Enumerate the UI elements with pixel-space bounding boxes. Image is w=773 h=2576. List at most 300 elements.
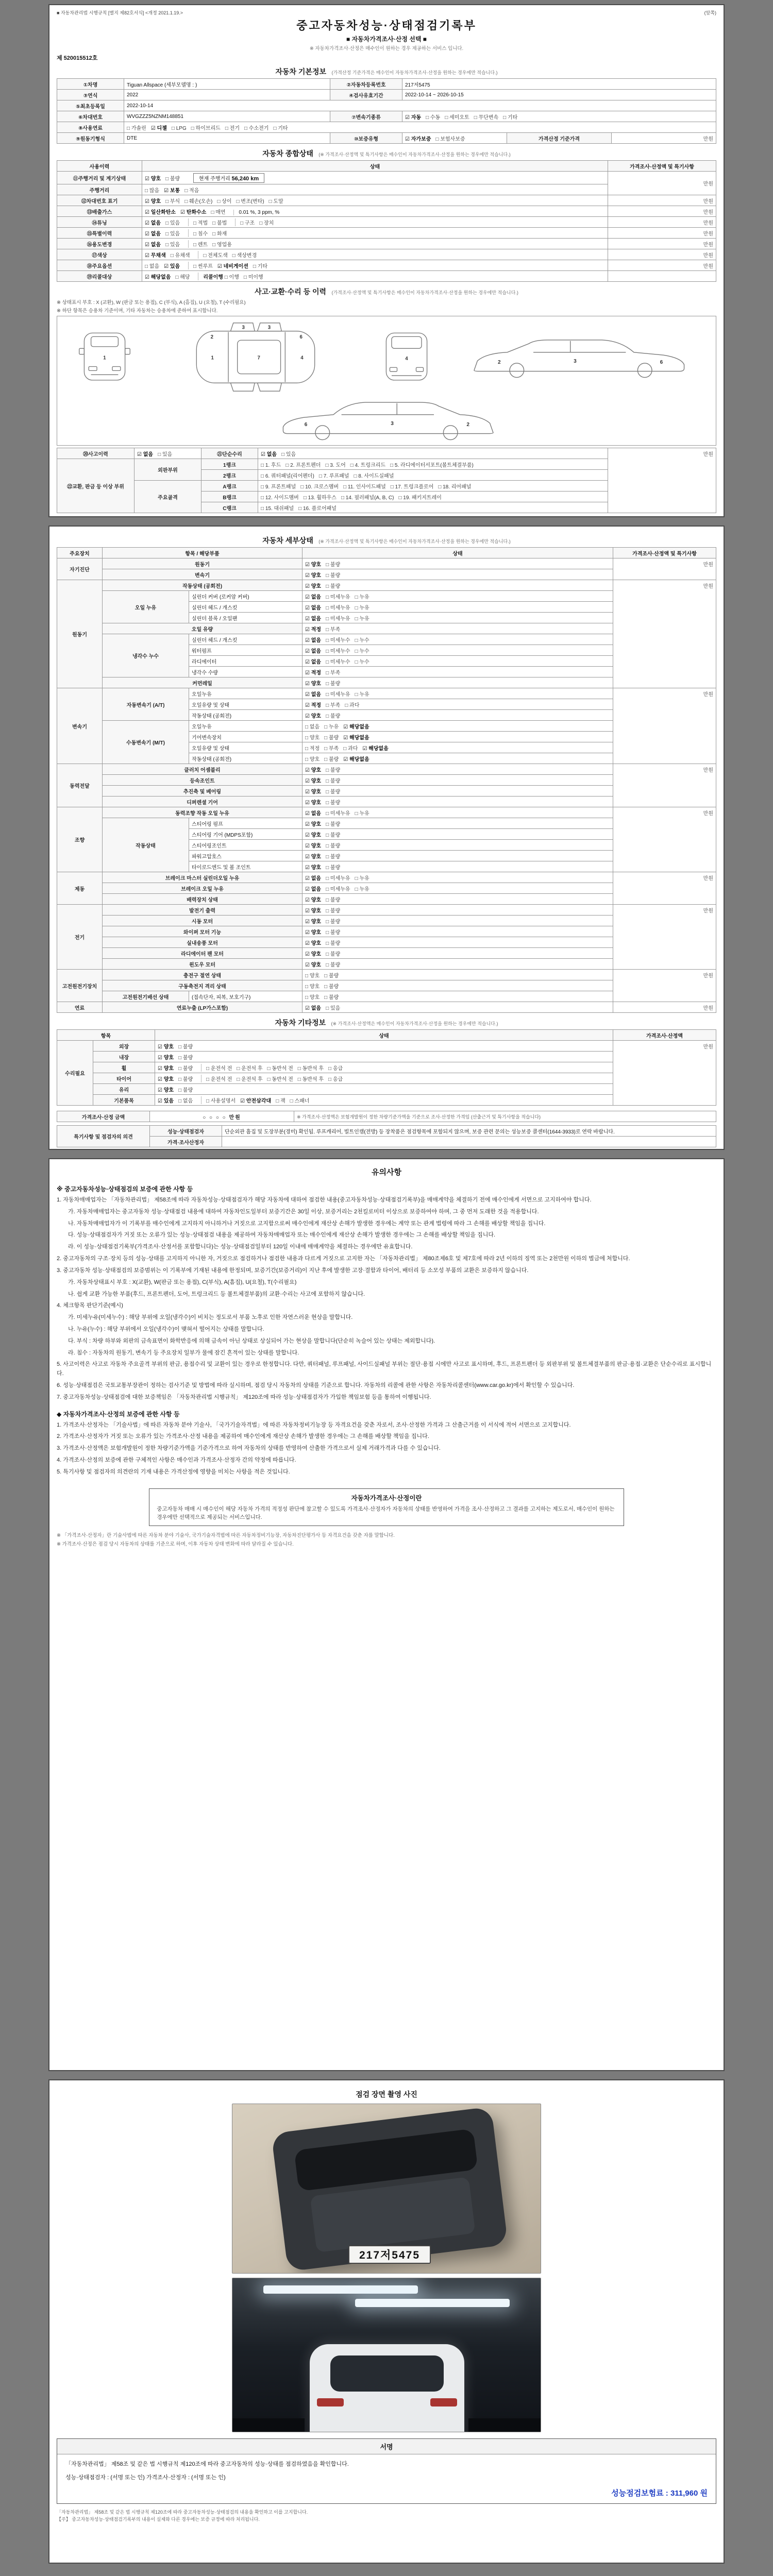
checkbox-unchecked[interactable]: □ 동반석 전 <box>267 1065 293 1072</box>
checkbox-checked[interactable]: ☑ 양호 <box>305 681 322 687</box>
checkbox-unchecked[interactable]: □ 불량 <box>326 940 341 946</box>
checkbox-unchecked[interactable]: □ 누수 <box>355 648 369 654</box>
checkbox-unchecked[interactable]: □ 양호 <box>305 735 320 741</box>
checkbox-checked[interactable]: ☑ 양호 <box>145 176 161 182</box>
signature-confirm-text: 「자동차관리법」 제58조 및 같은 법 시행규칙 제120조에 따라 중고자동차의 성능·상태를 점검하였음을 확인합니다. <box>65 2461 349 2467</box>
checkbox-checked[interactable]: ☑ 없음 <box>305 594 322 600</box>
checkbox-unchecked[interactable]: □ 적음 <box>184 188 199 194</box>
checkbox-unchecked[interactable]: □ 없음 <box>145 263 160 269</box>
device-group-label: 제동 <box>57 872 103 905</box>
checkbox-checked[interactable]: ☑ 없음 <box>305 810 322 817</box>
state-options <box>303 634 613 645</box>
item-label: 브레이크 오일 누유 <box>103 883 303 894</box>
row-state <box>142 172 608 184</box>
checkbox-unchecked[interactable]: □ 동반석 후 <box>297 1065 324 1072</box>
checkbox-checked[interactable]: ☑ 없음 <box>305 637 322 643</box>
checkbox-checked[interactable]: ☑ 해당없음 <box>343 756 369 762</box>
checkbox-checked[interactable]: ☑ 없음 <box>305 616 322 622</box>
checkbox-unchecked[interactable]: □ 12. 사이드멤버 <box>261 495 299 501</box>
state-options <box>303 786 613 796</box>
checkbox-unchecked[interactable]: □ 부족 <box>324 745 339 752</box>
checkbox-checked[interactable]: ☑ 양호 <box>158 1055 174 1061</box>
notice-line: 5. 사고이력은 사고로 자동차 주요골격 부위의 판금, 용접수리 및 교환이 있는 경우로 한정합니다. 다만, 쿼터패널, 루프패널, 사이드실패널 부위는 절단·용접 시에만 사고로 표시하며, 후드, 프론트펜더 등 외판부위 및 볼트체결부품의 판금·용접·교환은 단순수리로 표시합니다. <box>57 1361 712 1377</box>
checkbox-unchecked[interactable]: □ 불법 <box>212 220 227 226</box>
checkbox-unchecked[interactable]: □ 미세누유 <box>326 605 350 611</box>
checkbox-checked[interactable]: ☑ 자가보증 <box>405 136 431 142</box>
checkbox-checked[interactable]: ☑ 있음 <box>158 1098 174 1104</box>
subpart-label: 라디에이터 <box>189 656 303 667</box>
checkbox-unchecked[interactable]: □ 13. 휠하우스 <box>303 495 337 501</box>
checkbox-unchecked[interactable]: □ 있음 <box>165 220 180 226</box>
checkbox-unchecked[interactable]: □ 미세누유 <box>326 810 350 817</box>
table-row <box>57 217 716 228</box>
checkbox-unchecked[interactable]: □ 동반석 전 <box>267 1076 293 1082</box>
checkbox-unchecked[interactable]: □ 미세누유 <box>326 616 350 622</box>
checkbox-unchecked[interactable]: □ 불량 <box>326 929 341 936</box>
state-options <box>303 623 613 634</box>
group-price: 만원 <box>613 872 716 905</box>
svg-text:4: 4 <box>405 356 408 362</box>
checkbox-unchecked[interactable]: □ 운전석 후 <box>237 1065 263 1072</box>
col-use-history: 사용이력 <box>57 161 142 172</box>
checkbox-unchecked[interactable]: □ 부족 <box>326 702 341 708</box>
checkbox-unchecked[interactable]: □ 14. 필러패널(A, B, C) <box>341 495 394 501</box>
year-label: ③연식 <box>57 90 124 100</box>
checkbox-unchecked[interactable]: □ 양호 <box>305 984 320 990</box>
checkbox-checked[interactable]: ☑ 양호 <box>305 778 322 784</box>
checkbox-checked[interactable]: ☑ 양호 <box>305 897 322 903</box>
checkbox-unchecked[interactable]: □ 기타 <box>253 263 267 269</box>
checkbox-unchecked[interactable]: □ 양호 <box>305 973 320 979</box>
checkbox-unchecked[interactable]: □ 불량 <box>326 821 341 827</box>
row-price: 만원 <box>608 239 716 249</box>
checkbox-unchecked[interactable]: □ 가솔린 <box>127 125 146 131</box>
price-summary-table <box>57 1111 716 1122</box>
checkbox-unchecked[interactable]: □ 19. 패키지트레이 <box>398 495 442 501</box>
checkbox-unchecked[interactable]: □ 영업용 <box>212 242 232 248</box>
checkbox-unchecked[interactable]: □ 불량 <box>326 951 341 957</box>
section-subtitle: (※ 가격조사·산정액 및 특기사항은 매수인이 자동차가격조사·산정을 원하는 경우에만 적습니다.) <box>318 539 511 544</box>
checkbox-unchecked[interactable]: □ 누유 <box>355 605 369 611</box>
checkbox-unchecked[interactable]: □ 적정 <box>305 745 320 752</box>
checkbox-checked[interactable]: ☑ 없음 <box>261 451 277 457</box>
checkbox-checked[interactable]: ☑ 탄화수소 <box>180 209 207 215</box>
table-row <box>57 1041 716 1052</box>
checkbox-unchecked[interactable]: □ 적법 <box>193 220 208 226</box>
checkbox-unchecked[interactable]: □ 불량 <box>178 1087 193 1093</box>
checkbox-unchecked[interactable]: □ 누유 <box>355 810 369 817</box>
checkbox-unchecked[interactable]: □ 16. 플로어패널 <box>298 505 337 512</box>
group-price: 만원 <box>613 807 716 872</box>
checkbox-unchecked[interactable]: □ 잭 <box>276 1098 285 1104</box>
row-state <box>142 260 608 271</box>
checkbox-unchecked[interactable]: □ 부족 <box>326 626 341 633</box>
checkbox-checked[interactable]: ☑ 양호 <box>305 854 322 860</box>
checkbox-unchecked[interactable]: □ 수소전기 <box>244 125 269 131</box>
section-subtitle: (가격조사·산정액 및 특기사항은 매수인이 자동차가격조사·산정을 원하는 경우에만 적습니다.) <box>331 290 518 295</box>
ceiling-light <box>263 2285 418 2294</box>
checkbox-checked[interactable]: ☑ 해당없음 <box>343 724 369 730</box>
tail-light <box>317 2398 344 2406</box>
checkbox-checked[interactable]: ☑ 양호 <box>305 821 322 827</box>
checkbox-unchecked[interactable]: □ 전기 <box>225 125 240 131</box>
rank2-items <box>258 470 608 481</box>
checkbox-checked[interactable]: ☑ 양호 <box>305 562 322 568</box>
checkbox-checked[interactable]: ☑ 해당없음 <box>362 745 389 752</box>
checkbox-unchecked[interactable]: □ 해당 <box>175 274 190 280</box>
checkbox-checked[interactable]: ☑ 일산화탄소 <box>145 209 176 215</box>
checkbox-checked[interactable]: ☑ 양호 <box>305 908 322 914</box>
checkbox-unchecked[interactable]: □ 불량 <box>326 789 341 795</box>
row-label: ⑮특별이력 <box>57 228 142 239</box>
checkbox-unchecked[interactable]: □ 불량 <box>326 919 341 925</box>
checkbox-unchecked[interactable]: □ 8. 사이드실패널 <box>354 473 394 479</box>
checkbox-unchecked[interactable]: □ 있음 <box>281 451 296 457</box>
checkbox-checked[interactable]: ☑ 없음 <box>305 648 322 654</box>
checkbox-unchecked[interactable]: □ 있음 <box>165 242 180 248</box>
checkbox-unchecked[interactable]: □ 응급 <box>328 1076 343 1082</box>
checkbox-unchecked[interactable]: □ 사용설명서 <box>206 1098 236 1104</box>
svg-text:1: 1 <box>103 355 106 361</box>
checkbox-unchecked[interactable]: □ 미세누유 <box>326 691 350 698</box>
checkbox-checked[interactable]: ☑ 양호 <box>158 1087 174 1093</box>
rankB-label: B랭크 <box>201 492 258 502</box>
checkbox-checked[interactable]: ☑ 적정 <box>305 670 322 676</box>
checkbox-unchecked[interactable]: □ 기타 <box>503 114 518 121</box>
checkbox-unchecked[interactable]: □ 이행 <box>224 274 239 280</box>
checkbox-checked[interactable]: ☑ 없음 <box>305 886 322 892</box>
rankB-items <box>258 492 608 502</box>
checkbox-unchecked[interactable]: □ 부식 <box>165 198 180 205</box>
notice-line: 7. 중고자동차성능·상태점검에 대한 보증책임은 「자동차관리법 시행규칙」 제120조에 따라 성능·상태점검자가 가입한 책임보험 등을 통하여 이행됩니다. <box>57 1394 431 1400</box>
checkbox-checked[interactable]: ☑ 없음 <box>305 659 322 665</box>
checkbox-checked[interactable]: ☑ 양호 <box>305 919 322 925</box>
subpart-label: (접속단자, 피복, 보호기구) <box>189 991 303 1002</box>
checkbox-checked[interactable]: ☑ 양호 <box>158 1044 174 1050</box>
checkbox-checked[interactable]: ☑ 양호 <box>145 198 161 205</box>
checkbox-unchecked[interactable]: □ 운전석 전 <box>206 1076 232 1082</box>
checkbox-unchecked[interactable]: □ 양호 <box>305 994 320 1001</box>
notice-line: 5. 특기사항 및 점검자의 의견란의 기재 내용은 가격산정에 영향을 미치는 사항을 적은 것입니다. <box>57 1468 290 1475</box>
checkbox-checked[interactable]: ☑ 양호 <box>305 789 322 795</box>
checkbox-checked[interactable]: ☑ 네비게이션 <box>217 263 248 269</box>
state-options <box>303 732 613 742</box>
repair-needed-label: 수리필요 <box>57 1041 93 1106</box>
section-head-detail <box>57 535 716 546</box>
checkbox-unchecked[interactable]: □ 없음 <box>178 1098 193 1104</box>
checkbox-unchecked[interactable]: □ 누수 <box>355 659 369 665</box>
col-state: 상태 <box>142 161 608 172</box>
photos-title: 점검 장면 촬영 사진 <box>356 2090 417 2098</box>
checkbox-checked[interactable]: ☑ 양호 <box>158 1076 174 1082</box>
checkbox-unchecked[interactable]: □ 불량 <box>178 1076 193 1082</box>
checkbox-unchecked[interactable]: □ 불량 <box>326 897 341 903</box>
checkbox-unchecked[interactable]: □ 미세누유 <box>326 886 350 892</box>
checkbox-unchecked[interactable]: □ 5. 라디에이터서포트(볼트체결부품) <box>390 462 474 468</box>
checkbox-unchecked[interactable]: □ 15. 대쉬패널 <box>261 505 294 512</box>
checkbox-unchecked[interactable]: □ 양호 <box>305 756 320 762</box>
group-price: 만원 <box>613 1002 716 1013</box>
checkbox-unchecked[interactable]: □ 부족 <box>326 670 341 676</box>
checkbox-unchecked[interactable]: □ 불량 <box>326 843 341 849</box>
state-options <box>303 764 613 775</box>
checkbox-unchecked[interactable]: □ 불량 <box>165 176 180 182</box>
checkbox-checked[interactable]: ☑ 없음 <box>305 875 322 882</box>
checkbox-unchecked[interactable]: □ 보험사보증 <box>435 136 465 142</box>
checkbox-unchecked[interactable]: □ 있음 <box>326 1005 341 1011</box>
checkbox-checked[interactable]: ☑ 양호 <box>305 843 322 849</box>
checkbox-unchecked[interactable]: □ 불량 <box>326 908 341 914</box>
checkbox-unchecked[interactable]: □ 9. 프론트패널 <box>261 484 296 490</box>
checkbox-checked[interactable]: ☑ 있음 <box>164 263 180 269</box>
svg-text:6: 6 <box>299 334 303 340</box>
checkbox-unchecked[interactable]: □ 불량 <box>324 973 339 979</box>
checkbox-unchecked[interactable]: □ 불량 <box>326 865 341 871</box>
checkbox-unchecked[interactable]: □ 유채색 <box>170 252 190 259</box>
checkbox-unchecked[interactable]: □ 장치 <box>259 220 274 226</box>
inspection-photo-underbody <box>232 2278 541 2432</box>
checkbox-checked[interactable]: ☑ 양호 <box>305 767 322 773</box>
table-row <box>57 239 716 249</box>
detail-row <box>57 580 716 591</box>
checkbox-unchecked[interactable]: □ 누유 <box>355 616 369 622</box>
checkbox-unchecked[interactable]: □ 미세누수 <box>326 648 350 654</box>
notice-line: 2. 중고자동차의 구조·장치 등의 성능·상태를 고지하지 아니한 자, 거짓으로 점검하거나 점검한 내용과 다르게 거짓으로 고지한 자는 「자동차관리법」 제80조제6호 및 제7호에 따라 2년 이하의 징역 또는 2천만원 이하의 벌금에 처합니다. <box>57 1256 630 1262</box>
checkbox-unchecked[interactable]: □ 누유 <box>355 691 369 698</box>
checkbox-checked[interactable]: ☑ 양호 <box>305 929 322 936</box>
checkbox-unchecked[interactable]: □ 색상변경 <box>232 252 257 259</box>
checkbox-unchecked[interactable]: □ 있음 <box>165 231 180 237</box>
checkbox-unchecked[interactable]: □ 운전석 전 <box>206 1065 232 1072</box>
checkbox-unchecked[interactable]: □ 18. 리어패널 <box>438 484 472 490</box>
checkbox-unchecked[interactable]: □ 불량 <box>324 735 339 741</box>
subpart-label: 스티어링 펌프 <box>189 818 303 829</box>
checkbox-unchecked[interactable]: □ 스패너 <box>290 1098 310 1104</box>
row-price: 만원 <box>608 228 716 239</box>
checkbox-unchecked[interactable]: □ 운전석 후 <box>237 1076 263 1082</box>
notice-section-a <box>57 1196 716 1402</box>
state-options <box>303 580 613 591</box>
checkbox-checked[interactable]: ☑ 적정 <box>305 626 322 633</box>
checkbox-checked[interactable]: ☑ 양호 <box>305 832 322 838</box>
checkbox-unchecked[interactable]: □ 매연 <box>211 209 226 215</box>
checkbox-unchecked[interactable]: □ 미세누수 <box>326 637 350 643</box>
checkbox-checked[interactable]: ☑ 양호 <box>305 940 322 946</box>
checkbox-unchecked[interactable]: □ 불량 <box>324 756 339 762</box>
checkbox-unchecked[interactable]: □ 불량 <box>326 854 341 860</box>
first-reg-value: 2022-10-14 <box>124 100 716 111</box>
state-options <box>303 970 613 980</box>
checkbox-checked[interactable]: ☑ 양호 <box>305 583 322 589</box>
checkbox-unchecked[interactable]: □ 상이 <box>217 198 232 205</box>
checkbox-checked[interactable]: ☑ 없음 <box>305 691 322 698</box>
item-label: 수동변속기 (M/T) <box>103 721 189 764</box>
checkbox-checked[interactable]: ☑ 없음 <box>145 220 161 226</box>
table-header-row <box>57 548 716 558</box>
checkbox-checked[interactable]: ☑ 없음 <box>305 605 322 611</box>
checkbox-unchecked[interactable]: □ 누유 <box>355 594 369 600</box>
car-diagram-panel <box>57 316 716 446</box>
checkbox-unchecked[interactable]: □ 과다 <box>345 702 360 708</box>
checkbox-unchecked[interactable]: □ 미세누유 <box>326 875 350 882</box>
checkbox-unchecked[interactable]: □ 있음 <box>158 451 173 457</box>
checkbox-unchecked[interactable]: □ 3. 도어 <box>325 462 346 468</box>
svg-text:2: 2 <box>497 359 501 365</box>
item-label: 와이퍼 모터 기능 <box>103 926 303 937</box>
checkbox-checked[interactable]: ☑ 없음 <box>145 231 161 237</box>
checkbox-checked[interactable]: ☑ 양호 <box>305 865 322 871</box>
subpart-label: 냉각수 수량 <box>189 667 303 677</box>
checkbox-checked[interactable]: ☑ 안전삼각대 <box>240 1098 272 1104</box>
checkbox-unchecked[interactable]: □ 4. 트렁크리드 <box>350 462 386 468</box>
checkbox-unchecked[interactable]: □ 미세누유 <box>326 594 350 600</box>
vin-value: WVGZZZ5NZNM148851 <box>124 111 330 122</box>
subpart-label: 오일유량 및 상태 <box>189 699 303 710</box>
photo-rear-window <box>330 2355 444 2392</box>
checkbox-checked[interactable]: ☑ 자동 <box>405 114 422 121</box>
col-price: 가격조사·산정액 및 특기사항 <box>608 161 716 172</box>
checkbox-unchecked[interactable]: □ 누유 <box>355 886 369 892</box>
checkbox-checked[interactable]: ☑ 디젤 <box>150 125 167 131</box>
checkbox-unchecked[interactable]: □ 10. 크로스멤버 <box>300 484 339 490</box>
detail-row <box>57 1002 716 1013</box>
checkbox-unchecked[interactable]: □ 불량 <box>326 778 341 784</box>
checkbox-checked[interactable]: ☑ 해당없음 <box>145 274 171 280</box>
row-state <box>142 217 608 228</box>
checkbox-unchecked[interactable]: □ 하이브리드 <box>191 125 221 131</box>
checkbox-checked[interactable]: ☑ 없음 <box>145 242 161 248</box>
checkbox-unchecked[interactable]: □ 과다 <box>343 745 358 752</box>
checkbox-checked[interactable]: ☑ 해당없음 <box>343 735 369 741</box>
checkbox-checked[interactable]: ☑ 양호 <box>305 713 322 719</box>
checkbox-checked[interactable]: ☑ 양호 <box>305 572 322 579</box>
checkbox-unchecked[interactable]: □ 불량 <box>326 562 341 568</box>
item-label: 충전구 절연 상태 <box>103 970 303 980</box>
checkbox-checked[interactable]: ☑ 양호 <box>305 951 322 957</box>
checkbox-unchecked[interactable]: □ 무단변속 <box>474 114 499 121</box>
checkbox-checked[interactable]: ☑ 없음 <box>137 451 154 457</box>
checkbox-checked[interactable]: ☑ 양호 <box>305 962 322 968</box>
checkbox-unchecked[interactable]: □ LPG <box>171 125 187 131</box>
checkbox-unchecked[interactable]: □ 변조(변타) <box>236 198 264 205</box>
checkbox-unchecked[interactable]: □ 불량 <box>326 800 341 806</box>
checkbox-checked[interactable]: ☑ 양호 <box>305 800 322 806</box>
checkbox-unchecked[interactable]: □ 누수 <box>355 637 369 643</box>
checkbox-checked[interactable]: ☑ 무채색 <box>145 252 166 259</box>
price-definition-text: 중고자동차 매매 시 매수인이 해당 자동차 가격의 적정성 판단에 참고할 수 있도록 가격조사·산정자가 자동차의 상태를 반영하여 가격을 조사·산정하고 그 결과를 고지하는 제도로서, 매수인이 원하는 경우에만 선택적으로 제공되는 서비스입니다. <box>157 1505 615 1520</box>
group-price: 만원 <box>613 905 716 970</box>
row-price: 만원 <box>608 195 716 206</box>
page-marker: (앞쪽) <box>704 10 716 15</box>
checkbox-unchecked[interactable]: □ 1. 후드 <box>261 462 281 468</box>
state-options <box>303 829 613 840</box>
svg-text:3: 3 <box>242 325 245 331</box>
checkbox-unchecked[interactable]: □ 불량 <box>324 994 339 1001</box>
row-price: 만원 <box>608 260 716 271</box>
subpart-label: 기어변속장치 <box>189 732 303 742</box>
checkbox-unchecked[interactable]: □ 동반석 후 <box>297 1076 324 1082</box>
checkbox-unchecked[interactable]: □ 구조 <box>240 220 255 226</box>
checkbox-unchecked[interactable]: □ 없음 <box>305 724 320 730</box>
row-state <box>142 206 608 217</box>
checkbox-unchecked[interactable]: □ 누유 <box>355 875 369 882</box>
checkbox-unchecked[interactable]: □ 미이행 <box>243 274 263 280</box>
subpart-label: 실린더 커버 (로커암 커버) <box>189 591 303 602</box>
fuel-options <box>124 122 716 133</box>
engine-type-label: ⑨원동기형식 <box>57 133 124 144</box>
checkbox-checked[interactable]: ☑ 양호 <box>158 1065 174 1072</box>
checkbox-unchecked[interactable]: □ 미세누수 <box>326 659 350 665</box>
detail-row <box>57 905 716 916</box>
checkbox-unchecked[interactable]: □ 불량 <box>178 1065 193 1072</box>
checkbox-unchecked[interactable]: □ 17. 트렁크플로어 <box>390 484 434 490</box>
checkbox-unchecked[interactable]: □ 썬루프 <box>193 263 213 269</box>
checkbox-unchecked[interactable]: □ 응급 <box>328 1065 343 1072</box>
state-options <box>303 645 613 656</box>
simple-repair-options <box>258 448 608 459</box>
checkbox-unchecked[interactable]: □ 불량 <box>178 1044 193 1050</box>
tire-options <box>155 1073 613 1084</box>
checkbox-unchecked[interactable]: □ 불량 <box>326 572 341 579</box>
checkbox-unchecked[interactable]: □ 불량 <box>326 832 341 838</box>
checkbox-unchecked[interactable]: □ 불량 <box>326 713 341 719</box>
checkbox-unchecked[interactable]: □ 수동 <box>426 114 441 121</box>
checkbox-unchecked[interactable]: □ 불량 <box>326 681 341 687</box>
checkbox-unchecked[interactable]: □ 불량 <box>326 583 341 589</box>
emission-values: 0.01 %, 3 ppm, % <box>233 210 279 215</box>
checkbox-unchecked[interactable]: □ 도말 <box>268 198 283 205</box>
sheet-detail-state <box>48 526 725 1150</box>
checkbox-checked[interactable]: ☑ 적정 <box>305 702 322 708</box>
checkbox-unchecked[interactable]: □ 7. 루프패널 <box>318 473 349 479</box>
row-label: ⑭튜닝 <box>57 217 142 228</box>
checkbox-unchecked[interactable]: □ 기타 <box>273 125 288 131</box>
checkbox-unchecked[interactable]: □ 불량 <box>324 984 339 990</box>
first-reg-label: ⑤최초등록일 <box>57 100 124 111</box>
checkbox-unchecked[interactable]: □ 2. 프론트펜더 <box>285 462 321 468</box>
checkbox-unchecked[interactable]: □ 렌트 <box>193 242 208 248</box>
checkbox-unchecked[interactable]: □ 훼손(오손) <box>184 198 213 205</box>
checkbox-unchecked[interactable]: □ 6. 쿼터패널(리어펜더) <box>261 473 314 479</box>
insurance-fee-label: 성능점검보험료 : <box>611 2489 668 2498</box>
checkbox-unchecked[interactable]: □ 불량 <box>178 1055 193 1061</box>
checkbox-unchecked[interactable]: □ 누유 <box>324 724 339 730</box>
subpart-label: 작동상태 (공회전) <box>189 710 303 721</box>
group-price: 만원 <box>613 764 716 807</box>
simple-repair-label: ㉑단순수리 <box>201 448 258 459</box>
interior-options <box>155 1052 613 1062</box>
subpart-label: 실린더 블록 / 오일팬 <box>189 613 303 623</box>
lift-arm <box>232 2418 305 2432</box>
car-diagram-front <box>69 323 141 391</box>
table-row <box>57 228 716 239</box>
etc-price: 만원 <box>613 1041 716 1106</box>
device-group-label: 원동기 <box>57 580 103 688</box>
checkbox-checked[interactable]: ☑ 보통 <box>164 188 180 194</box>
state-options <box>303 980 613 991</box>
checkbox-unchecked[interactable]: □ 침수 <box>193 231 208 237</box>
checkbox-unchecked[interactable]: □ 불량 <box>326 962 341 968</box>
checkbox-unchecked[interactable]: □ 불량 <box>326 767 341 773</box>
checkbox-unchecked[interactable]: □ 많음 <box>145 188 160 194</box>
checkbox-checked[interactable]: ☑ 없음 <box>305 1005 322 1011</box>
section-head-accident <box>57 286 716 297</box>
checkbox-unchecked[interactable]: □ 전체도색 <box>203 252 228 259</box>
checkbox-unchecked[interactable]: □ 세미오토 <box>445 114 469 121</box>
table-row <box>57 448 716 459</box>
checkbox-unchecked[interactable]: □ 11. 인사이드패널 <box>343 484 386 490</box>
checkbox-unchecked[interactable]: □ 화재 <box>212 231 227 237</box>
